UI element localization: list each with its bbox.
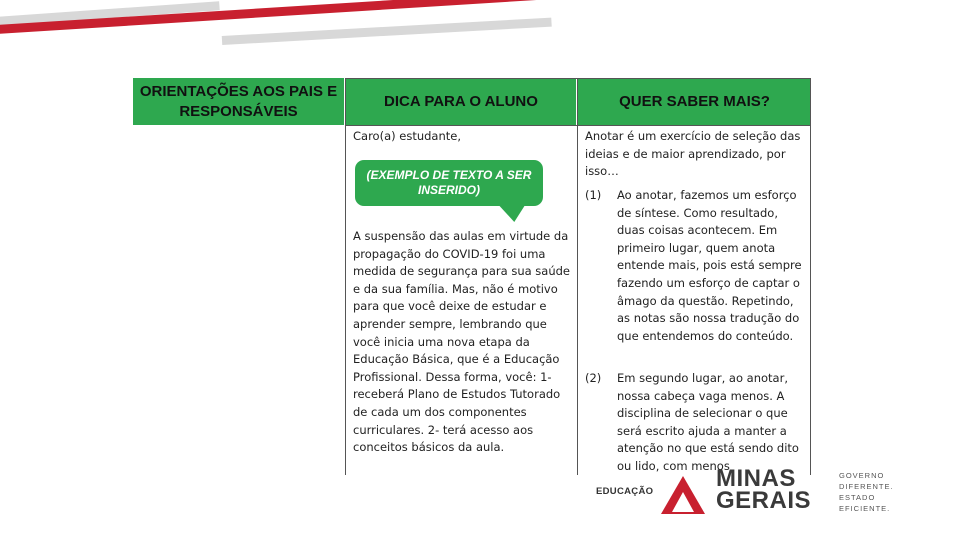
logo-slogan-line1: GOVERNO: [839, 471, 885, 480]
table-top-border: [346, 78, 811, 79]
column-divider-1: [345, 78, 346, 475]
logo-wordmark-line2: GERAIS: [716, 487, 812, 514]
saber-intro: Anotar é um exercício de seleção das ideias e de maior aprendizado, por isso…: [585, 129, 801, 179]
saber-item-1-number: (1): [585, 188, 602, 202]
header-bottom-border: [346, 125, 811, 126]
saber-item-2-text: Em segundo lugar, ao anotar, nossa cabeça vaga menos. A disciplina de selecionar o que será escrito ajuda a manter a atenção no que está sendo dito ou lido, com menos: [617, 371, 799, 473]
header-dica: DICA PARA O ALUNO: [346, 78, 576, 125]
column-divider-3: [810, 78, 811, 475]
logo-slogan-line2: DIFERENTE.: [839, 482, 894, 491]
logo-slogan-line3: ESTADO: [839, 493, 876, 502]
header-saber-mais: QUER SABER MAIS?: [578, 78, 811, 125]
logo-wordmark: [716, 465, 812, 514]
logo-slogan: [839, 470, 894, 514]
speech-bubble-tail: [498, 204, 533, 222]
decorative-stripe-gray-lower: [222, 18, 552, 45]
logo-slogan-line4: EFICIENTE.: [839, 504, 891, 513]
header-orientacoes: ORIENTAÇÕES AOS PAIS E RESPONSÁVEIS: [133, 78, 344, 125]
logo-wordmark-line1: MINAS: [716, 465, 796, 492]
saber-item-1: [585, 187, 807, 345]
saber-item-1-text: Ao anotar, fazemos um esforço de síntese. Como resultado, duas coisas acontecem. Em primeiro lugar, quem anota entende mais, pois está sempre fazendo um esforço de captar o âmago da questão. Repetindo, as notas são nossa tradução do que entendemos do conteúdo.: [617, 188, 802, 343]
saber-item-2-number: (2): [585, 371, 602, 385]
dica-greeting: Caro(a) estudante,: [353, 129, 462, 143]
guidance-table: [133, 78, 811, 475]
dica-body-text: A suspensão das aulas em virtude da propagação do COVID-19 foi uma medida de segurança para sua saúde e da sua família. Mas, não é motivo para que você deixe de estudar e aprender sempre, lembrando que você inicia uma nova etapa da Educação Básica, que é a Educação Profissional. Dessa forma, você: 1- receberá Plano de Estudos Tutorado de cada um dos componentes curriculares. 2- terá acesso aos conceitos básicos da aula.: [353, 229, 571, 455]
column-divider-2: [577, 78, 578, 475]
minas-gerais-logo: [596, 466, 916, 522]
speech-bubble: (EXEMPLO DE TEXTO A SER INSERIDO): [355, 160, 543, 206]
logo-education-label: EDUCAÇÃO: [596, 486, 654, 497]
mountain-triangle-icon: [660, 474, 706, 516]
saber-item-2: [585, 370, 807, 475]
